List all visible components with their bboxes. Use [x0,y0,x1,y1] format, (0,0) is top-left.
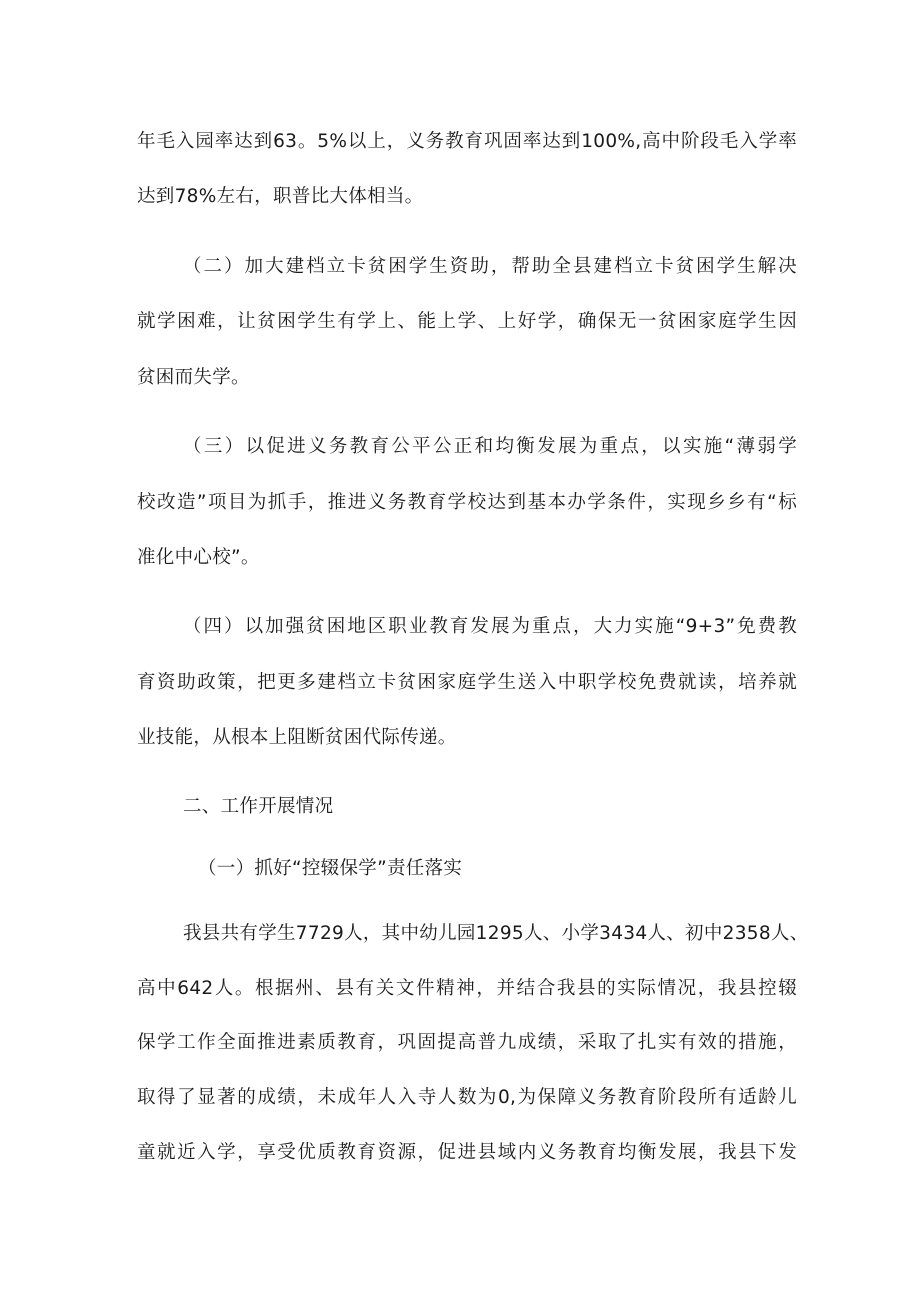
text-line: 童就近入学，享受优质教育资源，促进县域内义务教育均衡发展，我县下发 [137,1142,797,1163]
text-line: 取得了显著的成绩，未成年人入寺人数为0,为保障义务教育阶段所有适龄儿 [137,1087,797,1108]
text-line: 育资助政策，把更多建档立卡贫困家庭学生送入中职学校免费就读，培养就 [137,672,797,693]
text-line: 年毛入园率达到63。5%以上，义务教育巩固率达到100%,高中阶段毛入学率 [137,131,797,152]
text-line: （二）加大建档立卡贫困学生资助，帮助全县建档立卡贫困学生解决 [183,256,797,277]
text-line: 高中642人。根据州、县有关文件精神，并结合我县的实际情况，我县控辍 [137,978,797,999]
text-line: 我县共有学生7729人，其中幼儿园1295人、小学3434人、初中2358人、 [183,923,809,944]
text-line: 贫困而失学。 [137,367,250,388]
text-line: （三）以促进义务教育公平公正和均衡发展为重点，以实施“薄弱学 [183,436,797,457]
section-heading: 二、工作开展情况 [183,796,334,817]
text-line: 就学困难，让贫困学生有学上、能上学、上好学，确保无一贫困家庭学生因 [137,311,797,332]
text-line: 业技能，从根本上阻断贫困代际传递。 [137,727,457,748]
text-line: （四）以加强贫困地区职业教育发展为重点，大力实施“9+3”免费教 [183,616,797,637]
text-line: 准化中心校”。 [137,547,260,568]
text-line: 保学工作全面推进素质教育，巩固提高普九成绩，采取了扎实有效的措施， [137,1032,797,1053]
subsection-heading: （一）抓好“控辍保学”责任落实 [198,858,463,879]
text-line: 校改造”项目为抓手，推进义务教育学校达到基本办学条件，实现乡乡有“标 [137,492,797,513]
text-line: 达到78%左右，职普比大体相当。 [137,186,424,207]
